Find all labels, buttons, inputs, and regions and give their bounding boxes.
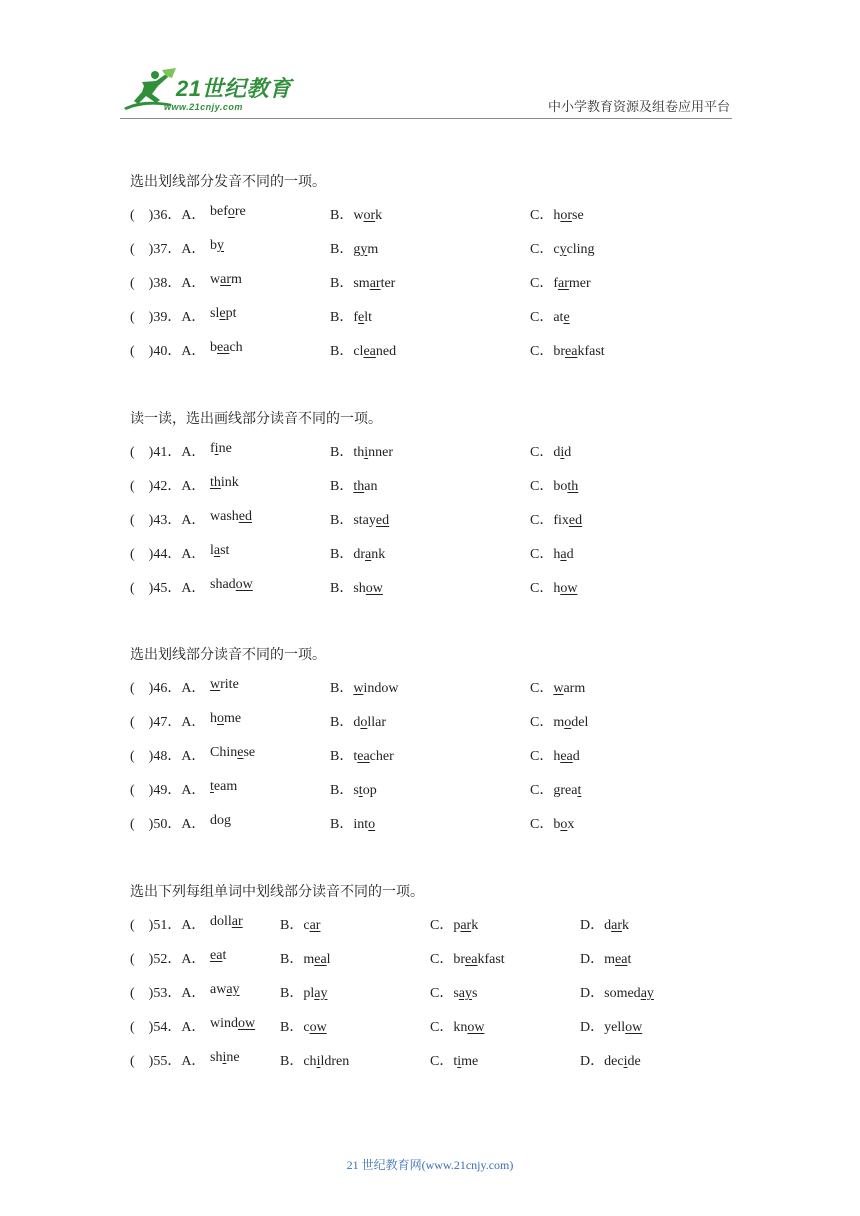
underlined-letters: ow bbox=[560, 581, 578, 596]
option-d-word: yellow bbox=[604, 1020, 643, 1035]
option-b bbox=[330, 779, 377, 799]
underlined-letters: o bbox=[560, 817, 568, 832]
option-b-word: car bbox=[303, 918, 321, 933]
underlined-letters: ea bbox=[615, 952, 628, 967]
option-a-word: Chinese bbox=[210, 745, 256, 760]
underlined-letters: ea bbox=[314, 952, 327, 967]
option-c bbox=[530, 441, 571, 461]
option-label: B． bbox=[280, 952, 304, 967]
option-label: C． bbox=[430, 1054, 454, 1069]
option-b-word: than bbox=[353, 479, 378, 494]
option-label: D． bbox=[580, 1020, 605, 1035]
option-b-word: dollar bbox=[353, 715, 386, 730]
option-a bbox=[210, 711, 241, 727]
underlined-letters: i bbox=[222, 1050, 227, 1065]
option-c bbox=[530, 745, 580, 765]
option-label: C． bbox=[530, 547, 554, 562]
option-label: C． bbox=[530, 817, 554, 832]
option-label: B． bbox=[330, 276, 354, 291]
underlined-letters: e bbox=[219, 306, 226, 321]
option-d bbox=[580, 982, 654, 1002]
option-label: B． bbox=[280, 986, 304, 1001]
underlined-letters: o bbox=[360, 715, 368, 730]
underlined-letters: ar bbox=[220, 272, 232, 287]
option-b bbox=[330, 238, 378, 258]
option-label: B． bbox=[330, 715, 354, 730]
underlined-letters: ar bbox=[309, 918, 321, 933]
option-a bbox=[210, 677, 239, 693]
option-a-word: by bbox=[210, 238, 224, 253]
underlined-letters: i bbox=[364, 445, 369, 460]
option-a-word: last bbox=[210, 543, 230, 558]
underlined-letters: y bbox=[217, 238, 224, 253]
question-section bbox=[130, 407, 770, 611]
underlined-letters: i bbox=[560, 445, 565, 460]
option-b bbox=[280, 982, 327, 1002]
option-label: B． bbox=[330, 445, 354, 460]
underlined-letters: ea bbox=[465, 952, 478, 967]
option-label: C． bbox=[530, 749, 554, 764]
question-number[interactable]: ( )48．A． bbox=[130, 749, 206, 764]
question-row bbox=[130, 509, 770, 543]
question-section bbox=[130, 170, 770, 374]
underlined-letters: ea bbox=[210, 948, 223, 963]
option-label: B． bbox=[330, 749, 354, 764]
option-a-word: warm bbox=[210, 272, 242, 287]
question-row bbox=[130, 272, 770, 306]
option-label: B． bbox=[330, 344, 354, 359]
option-a bbox=[210, 577, 253, 593]
option-c bbox=[430, 982, 477, 1002]
option-label: B． bbox=[330, 242, 354, 257]
option-b bbox=[330, 813, 375, 833]
option-c bbox=[530, 543, 574, 563]
underlined-letters: ea bbox=[565, 344, 578, 359]
option-c-word: how bbox=[553, 581, 578, 596]
question-number[interactable]: ( )44．A． bbox=[130, 547, 206, 562]
option-b bbox=[330, 306, 372, 326]
option-label: B． bbox=[330, 681, 354, 696]
underlined-letters: y bbox=[360, 242, 368, 257]
question-row bbox=[130, 204, 770, 238]
question-number[interactable]: ( )45．A． bbox=[130, 581, 206, 596]
option-label: B． bbox=[280, 918, 304, 933]
option-a bbox=[210, 745, 255, 761]
underlined-letters: e bbox=[563, 310, 570, 325]
option-c-word: warm bbox=[553, 681, 586, 696]
option-b bbox=[330, 441, 393, 461]
option-label: B． bbox=[280, 1020, 304, 1035]
option-c-word: ate bbox=[553, 310, 570, 325]
option-d bbox=[580, 948, 631, 968]
option-label: C． bbox=[530, 715, 554, 730]
option-b-word: thinner bbox=[353, 445, 394, 460]
underlined-letters: w bbox=[353, 681, 364, 696]
underlined-letters: ow bbox=[365, 581, 383, 596]
option-c bbox=[530, 204, 584, 224]
option-c-word: had bbox=[553, 547, 574, 562]
underlined-letters: e bbox=[358, 310, 365, 325]
option-label: D． bbox=[580, 952, 605, 967]
underlined-letters: ow bbox=[238, 1016, 256, 1031]
option-c bbox=[530, 711, 588, 731]
underlined-letters: ay bbox=[314, 986, 328, 1001]
option-label: C． bbox=[530, 344, 554, 359]
option-a-word: washed bbox=[210, 509, 252, 524]
option-a-word: team bbox=[210, 779, 238, 794]
underlined-letters: i bbox=[457, 1054, 462, 1069]
question-row bbox=[130, 948, 770, 982]
option-c-word: did bbox=[553, 445, 572, 460]
option-a-word: slept bbox=[210, 306, 237, 321]
underlined-letters: ow bbox=[625, 1020, 643, 1035]
option-b bbox=[330, 340, 396, 360]
question-number[interactable]: ( )41．A． bbox=[130, 445, 206, 460]
option-b-word: felt bbox=[353, 310, 373, 325]
underlined-letters: t bbox=[210, 779, 214, 794]
option-label: C． bbox=[530, 242, 554, 257]
underlined-letters: ar bbox=[558, 276, 569, 291]
underlined-letters: e bbox=[237, 745, 244, 760]
option-d bbox=[580, 914, 629, 934]
question-row bbox=[130, 982, 770, 1016]
option-c bbox=[530, 779, 581, 799]
underlined-letters: o bbox=[564, 715, 572, 730]
option-d-word: dark bbox=[604, 918, 630, 933]
option-b bbox=[330, 577, 383, 597]
option-b-word: cow bbox=[303, 1020, 327, 1035]
option-c-word: farmer bbox=[553, 276, 591, 291]
question-number[interactable]: ( )52．A． bbox=[130, 952, 206, 967]
question-row bbox=[130, 306, 770, 340]
option-b-word: gym bbox=[353, 242, 379, 257]
question-number[interactable]: ( )36．A． bbox=[130, 208, 206, 223]
underlined-letters: t bbox=[577, 783, 582, 798]
underlined-letters: ea bbox=[560, 749, 573, 764]
underlined-letters: o bbox=[227, 204, 235, 219]
option-b-word: meal bbox=[303, 952, 331, 967]
option-b bbox=[280, 948, 331, 968]
option-a bbox=[210, 475, 239, 491]
option-a bbox=[210, 779, 237, 795]
option-b-word: play bbox=[303, 986, 328, 1001]
logo-text: 21世纪教育 bbox=[176, 76, 292, 101]
question-number[interactable]: ( )39．A． bbox=[130, 310, 206, 325]
underlined-letters: ay bbox=[640, 986, 654, 1001]
underlined-letters: o bbox=[217, 711, 224, 726]
underlined-letters: w bbox=[553, 681, 564, 696]
underlined-letters: w bbox=[210, 677, 221, 692]
option-b-word: work bbox=[353, 208, 383, 223]
underlined-letters: or bbox=[560, 208, 573, 223]
option-c bbox=[430, 1050, 478, 1070]
option-b-word: into bbox=[353, 817, 376, 832]
option-b bbox=[330, 204, 382, 224]
option-c-word: model bbox=[553, 715, 589, 730]
logo-url: www.21cnjy.com bbox=[164, 102, 243, 112]
option-a-word: beach bbox=[210, 340, 243, 355]
option-a-word: dollar bbox=[210, 914, 243, 929]
option-b bbox=[330, 711, 386, 731]
option-label: B． bbox=[330, 310, 354, 325]
option-c-word: says bbox=[453, 986, 478, 1001]
underlined-letters: ar bbox=[611, 918, 623, 933]
option-label: B． bbox=[330, 513, 354, 528]
question-row bbox=[130, 711, 770, 745]
question-row bbox=[130, 340, 770, 374]
option-b-word: smarter bbox=[353, 276, 396, 291]
underlined-letters: g bbox=[224, 813, 231, 828]
underlined-letters: ar bbox=[369, 276, 381, 291]
question-number[interactable]: ( )46．A． bbox=[130, 681, 206, 696]
logo bbox=[122, 68, 292, 114]
underlined-letters: ow bbox=[309, 1020, 327, 1035]
option-c bbox=[430, 948, 505, 968]
option-c bbox=[530, 340, 605, 360]
option-a bbox=[210, 813, 231, 829]
option-label: C． bbox=[530, 513, 554, 528]
question-row bbox=[130, 813, 770, 847]
underlined-letters: ay bbox=[458, 986, 473, 1001]
option-c-word: fixed bbox=[553, 513, 583, 528]
option-b bbox=[330, 272, 395, 292]
option-b bbox=[330, 509, 389, 529]
question-section bbox=[130, 643, 770, 847]
option-label: B． bbox=[330, 208, 354, 223]
option-a-word: fine bbox=[210, 441, 232, 456]
option-c bbox=[530, 306, 570, 326]
option-a-word: write bbox=[210, 677, 239, 692]
option-c-word: park bbox=[453, 918, 479, 933]
question-number[interactable]: ( )55．A． bbox=[130, 1054, 206, 1069]
option-b bbox=[330, 475, 377, 495]
question-row bbox=[130, 543, 770, 577]
question-row bbox=[130, 1016, 770, 1050]
option-label: B． bbox=[330, 783, 354, 798]
option-c bbox=[430, 914, 478, 934]
option-a bbox=[210, 948, 226, 964]
underlined-letters: y bbox=[559, 242, 567, 257]
option-label: D． bbox=[580, 986, 605, 1001]
option-label: D． bbox=[580, 918, 605, 933]
option-b-word: children bbox=[303, 1054, 350, 1069]
option-a bbox=[210, 238, 224, 254]
option-c-word: great bbox=[553, 783, 582, 798]
question-number[interactable]: ( )40．A． bbox=[130, 344, 206, 359]
question-number[interactable]: ( )42．A． bbox=[130, 479, 206, 494]
option-label: B． bbox=[330, 581, 354, 596]
option-c bbox=[530, 577, 577, 597]
option-a-word: shadow bbox=[210, 577, 253, 592]
question-row bbox=[130, 677, 770, 711]
option-label: C． bbox=[430, 918, 454, 933]
option-b-word: stayed bbox=[353, 513, 390, 528]
underlined-letters: ea bbox=[357, 749, 370, 764]
underlined-letters: t bbox=[358, 783, 363, 798]
underlined-letters: ed bbox=[568, 513, 583, 528]
option-b-word: show bbox=[353, 581, 383, 596]
option-label: C． bbox=[530, 208, 554, 223]
underlined-letters: i bbox=[214, 441, 219, 456]
underlined-letters: i bbox=[316, 1054, 321, 1069]
option-c-word: time bbox=[453, 1054, 479, 1069]
option-b bbox=[280, 1050, 349, 1070]
option-b-word: teacher bbox=[353, 749, 394, 764]
underlined-letters: ar bbox=[231, 914, 243, 929]
question-number[interactable]: ( )53．A． bbox=[130, 986, 206, 1001]
option-label: D． bbox=[580, 1054, 605, 1069]
option-b-word: window bbox=[353, 681, 399, 696]
question-row bbox=[130, 779, 770, 813]
page-footer: 21 世纪教育网(www.21cnjy.com) bbox=[346, 1158, 514, 1172]
option-b bbox=[330, 745, 394, 765]
question-row bbox=[130, 441, 770, 475]
option-a bbox=[210, 1016, 255, 1032]
question-row bbox=[130, 577, 770, 611]
option-a bbox=[210, 543, 229, 559]
option-label: C． bbox=[430, 952, 454, 967]
underlined-letters: i bbox=[623, 1054, 628, 1069]
option-c-word: both bbox=[553, 479, 579, 494]
question-row bbox=[130, 475, 770, 509]
option-b-word: drank bbox=[353, 547, 386, 562]
option-d-word: decide bbox=[604, 1054, 641, 1069]
option-label: C． bbox=[530, 479, 554, 494]
question-number[interactable]: ( )50．A． bbox=[130, 817, 206, 832]
option-c bbox=[530, 813, 574, 833]
option-c bbox=[530, 475, 578, 495]
option-a-word: think bbox=[210, 475, 239, 490]
option-a bbox=[210, 914, 243, 930]
underlined-letters: a bbox=[365, 547, 372, 562]
underlined-letters: ow bbox=[467, 1020, 485, 1035]
option-label: C． bbox=[430, 1020, 454, 1035]
option-c-word: know bbox=[453, 1020, 485, 1035]
option-a-word: home bbox=[210, 711, 242, 726]
option-c-word: head bbox=[553, 749, 580, 764]
option-c-word: cycling bbox=[553, 242, 595, 257]
option-c-word: horse bbox=[553, 208, 584, 223]
header-divider bbox=[120, 118, 732, 119]
question-row bbox=[130, 914, 770, 948]
option-label: C． bbox=[530, 681, 554, 696]
option-label: B． bbox=[330, 817, 354, 832]
question-number[interactable]: ( )43．A． bbox=[130, 513, 206, 528]
underlined-letters: o bbox=[368, 817, 376, 832]
option-c bbox=[530, 677, 585, 697]
option-b-word: cleaned bbox=[353, 344, 397, 359]
underlined-letters: ay bbox=[226, 982, 240, 997]
option-label: C． bbox=[530, 581, 554, 596]
underlined-letters: ed bbox=[375, 513, 390, 528]
question-row bbox=[130, 745, 770, 779]
underlined-letters: th bbox=[567, 479, 579, 494]
option-c bbox=[530, 509, 582, 529]
question-number[interactable]: ( )37．A． bbox=[130, 242, 206, 257]
question-row bbox=[130, 1050, 770, 1084]
option-d bbox=[580, 1050, 641, 1070]
question-number[interactable]: ( )51．A． bbox=[130, 918, 206, 933]
option-d-word: someday bbox=[604, 986, 654, 1001]
question-number[interactable]: ( )38．A． bbox=[130, 276, 206, 291]
underlined-letters: ow bbox=[235, 577, 253, 592]
option-a bbox=[210, 340, 243, 356]
underlined-letters: ed bbox=[238, 509, 252, 524]
option-a bbox=[210, 509, 252, 525]
section-title: 选出划线部分读音不同的一项。 bbox=[130, 647, 326, 663]
underlined-letters: or bbox=[363, 208, 376, 223]
section-title: 选出划线部分发音不同的一项。 bbox=[130, 174, 326, 190]
option-a-word: before bbox=[210, 204, 246, 219]
option-b bbox=[280, 914, 320, 934]
option-d bbox=[580, 1016, 642, 1036]
option-label: C． bbox=[530, 445, 554, 460]
option-d-word: meat bbox=[604, 952, 632, 967]
question-number[interactable]: ( )47．A． bbox=[130, 715, 206, 730]
section-title: 选出下列每组单词中划线部分读音不同的一项。 bbox=[130, 884, 424, 900]
option-c-word: breakfast bbox=[553, 344, 605, 359]
option-a-word: shine bbox=[210, 1050, 240, 1065]
option-label: C． bbox=[530, 310, 554, 325]
option-a-word: eat bbox=[210, 948, 227, 963]
option-b-word: stop bbox=[353, 783, 377, 798]
option-a-word: window bbox=[210, 1016, 256, 1031]
section-title: 读一读，选出画线部分读音不同的一项。 bbox=[130, 411, 382, 427]
option-c bbox=[530, 272, 591, 292]
option-label: B． bbox=[330, 547, 354, 562]
underlined-letters: a bbox=[560, 547, 567, 562]
option-a bbox=[210, 272, 242, 288]
option-label: C． bbox=[430, 986, 454, 1001]
option-b bbox=[330, 543, 385, 563]
underlined-letters: ar bbox=[460, 918, 472, 933]
option-c-word: breakfast bbox=[453, 952, 505, 967]
option-label: B． bbox=[280, 1054, 304, 1069]
page-header bbox=[0, 0, 860, 130]
option-label: C． bbox=[530, 783, 554, 798]
option-c-word: box bbox=[553, 817, 575, 832]
underlined-letters: th bbox=[353, 479, 365, 494]
question-row bbox=[130, 238, 770, 272]
option-a-word: dog bbox=[210, 813, 231, 828]
option-c bbox=[430, 1016, 484, 1036]
option-a bbox=[210, 1050, 240, 1066]
question-section bbox=[130, 880, 770, 1084]
underlined-letters: a bbox=[213, 543, 221, 558]
underlined-letters: th bbox=[210, 475, 221, 490]
option-b bbox=[280, 1016, 327, 1036]
option-a bbox=[210, 982, 240, 998]
option-c bbox=[530, 238, 595, 258]
underlined-letters: ea bbox=[217, 340, 230, 355]
underlined-letters: ea bbox=[363, 344, 376, 359]
question-number[interactable]: ( )49．A． bbox=[130, 783, 206, 798]
option-a bbox=[210, 306, 236, 322]
option-a bbox=[210, 204, 246, 220]
option-b bbox=[330, 677, 398, 697]
question-number[interactable]: ( )54．A． bbox=[130, 1020, 206, 1035]
header-tagline: 中小学教育资源及组卷应用平台 bbox=[547, 100, 730, 115]
option-label: B． bbox=[330, 479, 354, 494]
option-a bbox=[210, 441, 232, 457]
option-a-word: away bbox=[210, 982, 240, 997]
option-label: C． bbox=[530, 276, 554, 291]
